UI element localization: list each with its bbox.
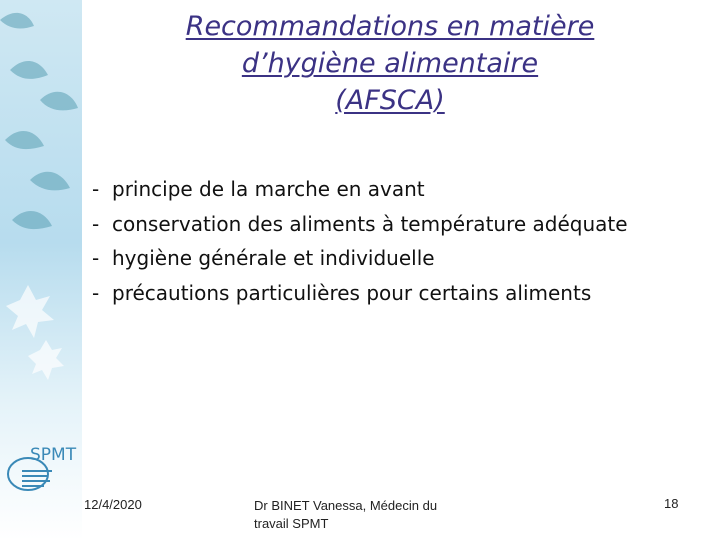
bullet-list [92,172,712,310]
list-item [92,241,712,276]
list-item [92,207,712,242]
page-number: 18 [664,496,679,511]
title-line: d’hygiène alimentaire [241,48,539,79]
leaf-pattern-icon [0,0,82,400]
bullet-marker: - [92,177,100,201]
bullet-text: précautions particulières pour certains aliments [112,280,592,305]
list-item [92,172,712,207]
list-item [92,276,712,311]
title-line: (AFSCA) [335,85,445,116]
title-line: Recommandations en matière [185,11,595,42]
slide-title [100,8,680,119]
bullet-text: principe de la marche en avant [112,177,425,201]
logo-text: SPMT [30,445,77,465]
bullet-marker: - [92,211,100,236]
spmt-logo [4,440,80,500]
bullet-text: conservation des aliments à température adéquate [112,211,628,236]
footer-author: Dr BINET Vanessa, Médecin du travail SPMT [254,498,438,531]
bullet-text: hygiène générale et individuelle [112,246,435,270]
bullet-marker: - [92,246,100,270]
bullet-marker: - [92,280,100,305]
decorative-side-strip [0,0,82,540]
footer-date: 12/4/2020 [84,497,142,512]
